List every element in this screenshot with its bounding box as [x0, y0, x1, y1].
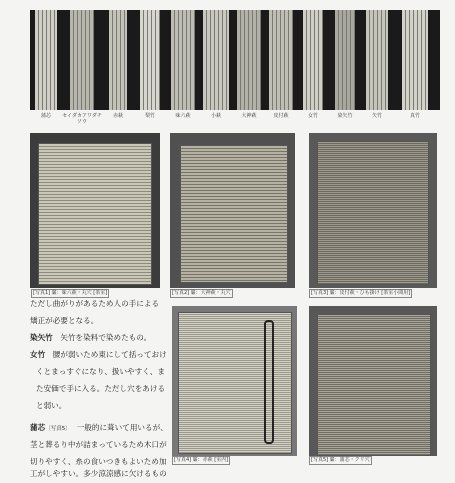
stalk-label: 皮付萩	[273, 113, 289, 119]
text-line: くとまっすぐになり、扱いやすく、ま	[36, 367, 165, 376]
stalk-sample	[140, 10, 160, 110]
text-line: 矯正が必要となる。	[30, 316, 99, 325]
photo-2	[170, 133, 295, 288]
stalk-sample	[70, 10, 94, 110]
text-line: 工がしやすい。多少涼涼感に欠けるもの	[30, 469, 167, 478]
stalk-label: 真竹	[409, 113, 420, 119]
stalk-label: 梨竹	[144, 113, 155, 119]
stalk-label: 味六萩	[175, 113, 191, 119]
term-medake: 女竹	[30, 350, 46, 359]
stalk-sample	[402, 10, 428, 110]
photo-1-caption: [写真1] 簾：味六萩・丸穴 [茶室]	[33, 290, 108, 296]
stalk-label: 蒲芯	[40, 113, 51, 119]
stalk-label: 女竹	[307, 113, 318, 119]
photo-3	[309, 133, 437, 288]
text-line: と弱い。	[36, 401, 67, 410]
photo-4	[172, 306, 297, 456]
stalk-sample	[303, 10, 323, 110]
photo-2-caption: [写真2] 簾：大神萩・丸穴	[172, 290, 231, 296]
stalk-sample	[109, 10, 127, 110]
stalk-sample	[269, 10, 293, 110]
text-span: 腰が弱いため東にして括っておけ	[45, 350, 167, 359]
stalk-sample	[203, 10, 229, 110]
text-span: 一般的に葺いて用いるが、	[76, 423, 168, 432]
blind-4	[178, 312, 292, 454]
stalk-label: 矢竹	[371, 113, 382, 119]
stalk-label: セイダカアワダチソウ	[62, 113, 102, 125]
text-line: た安価で手に入る。ただし穴をあける	[36, 384, 166, 393]
blind-1	[38, 143, 152, 285]
stalk-sample	[335, 10, 355, 110]
stalk-label: 小萩	[210, 113, 221, 119]
text-line	[30, 420, 168, 438]
photo-ref: 〔写真5〕	[45, 426, 71, 432]
text-line: 茎と葬るり中が詰まっているため木口が	[30, 440, 167, 449]
stalk-sample	[237, 10, 261, 110]
blind-5	[317, 314, 431, 456]
stalk-label: 大神萩	[241, 113, 257, 119]
text-line: ただし曲がりがあるため人の手による	[30, 299, 160, 308]
blind-4-cord	[264, 320, 274, 444]
text-line: 切りやすく、糸の食いつきもよいため加	[30, 457, 167, 466]
stalk-sample	[171, 10, 195, 110]
text-line	[30, 330, 151, 347]
photo-4-caption: [写真4] 簾：赤萩 [室内]	[174, 457, 229, 463]
term-someyadake: 染矢竹	[30, 333, 53, 342]
blind-2	[180, 145, 288, 283]
stalk-sample	[366, 10, 388, 110]
stalk-label: 染矢竹	[337, 113, 353, 119]
photo-5	[309, 306, 437, 456]
photo-5-caption: [写真5] 簾：蒲芯・クリ穴	[311, 457, 370, 463]
photo-1	[30, 133, 160, 288]
text-line	[30, 347, 167, 364]
photo-3-caption: [写真3] 簾：皮付萩・ひも掛け [茶室小間用]	[311, 290, 411, 296]
blind-3	[317, 141, 429, 285]
text-span: 矢竹を染料で染めたもの。	[52, 333, 152, 342]
term-gamashin: 蒲芯	[30, 423, 46, 432]
stalk-label: 赤萩	[112, 113, 123, 119]
stalk-sample	[35, 10, 57, 110]
stalk-samples-photo	[30, 10, 440, 110]
